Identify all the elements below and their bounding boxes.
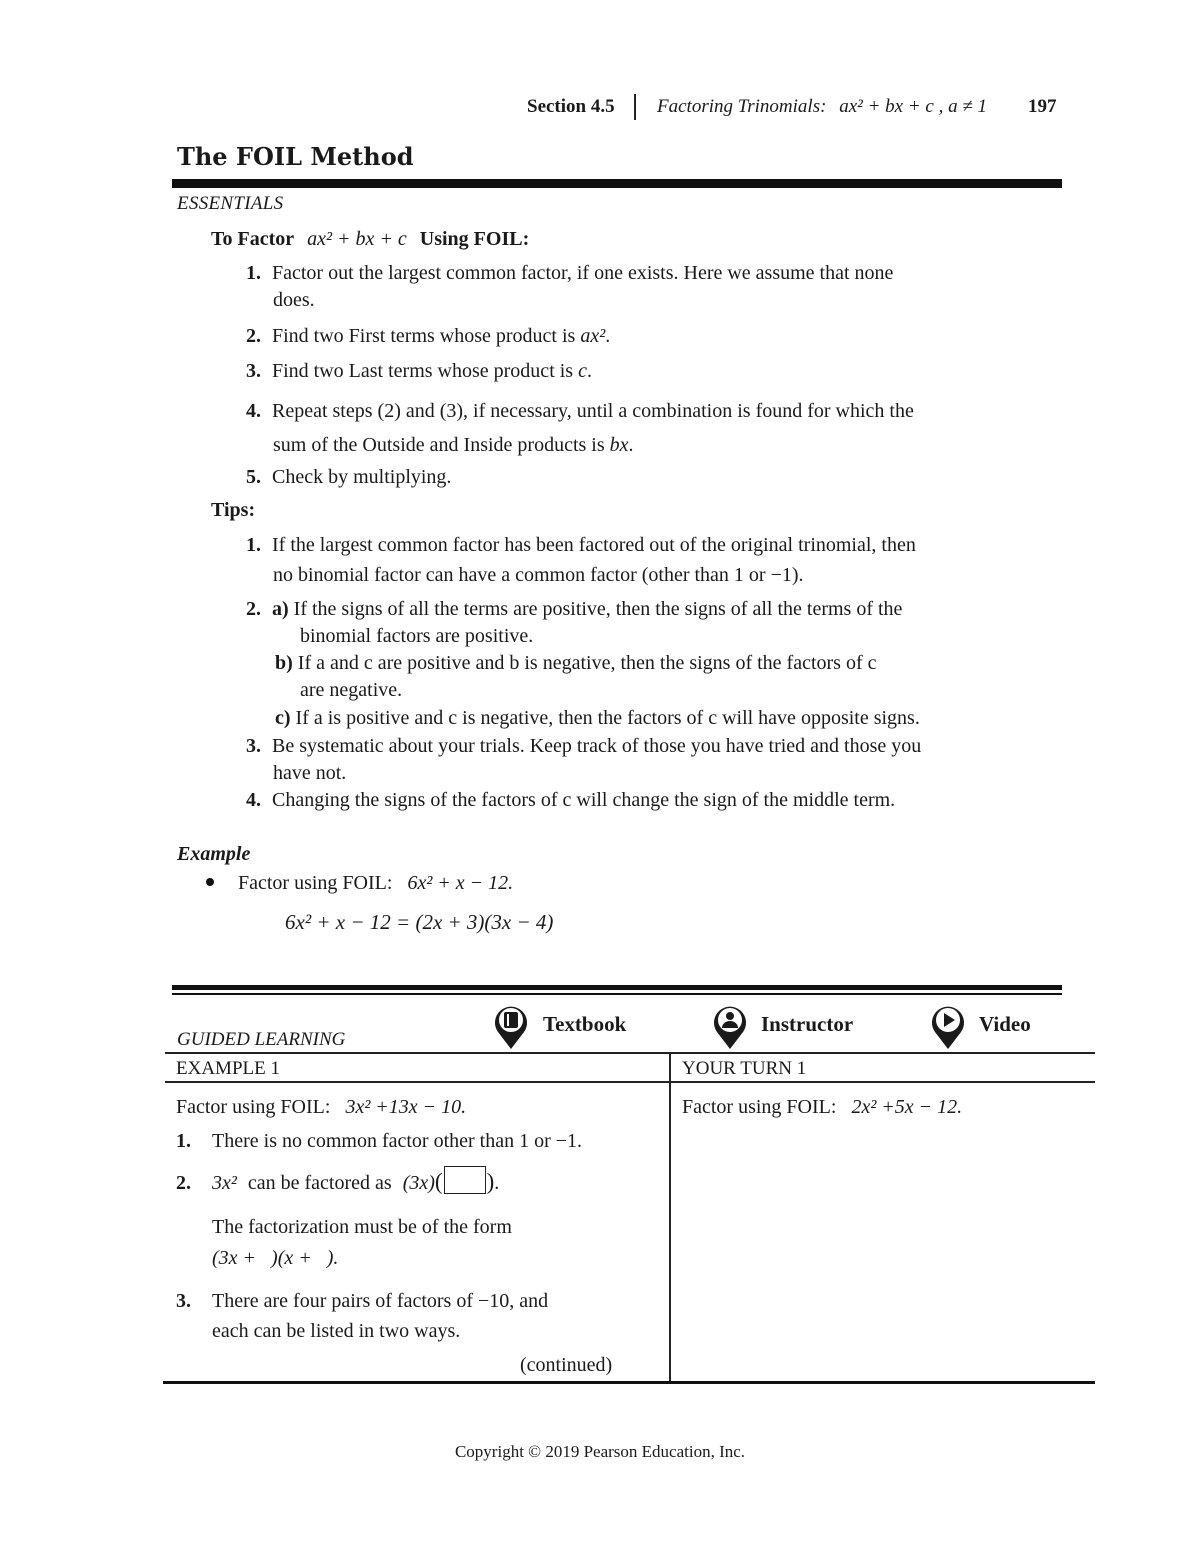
- step-number: 1.: [176, 1130, 191, 1152]
- bullet-dot: [206, 878, 214, 886]
- textbook-icon: [492, 1002, 530, 1050]
- tip-2c: [275, 705, 1065, 732]
- tip-1: [246, 530, 1056, 590]
- guided-rule-thick: [172, 985, 1062, 990]
- subtitle-text: Factoring Trinomials:: [657, 96, 827, 117]
- blank-box[interactable]: ( ).: [435, 1172, 499, 1194]
- table-top-rule: [165, 1052, 1095, 1054]
- instructor-icon: [711, 1002, 749, 1050]
- your-turn-1-prompt: [682, 1092, 962, 1122]
- step-text: Factor out the largest common factor, if one exists. Here we assume that none: [272, 262, 894, 284]
- tips-label: Tips:: [211, 499, 256, 521]
- tip-number: 2.: [246, 598, 261, 620]
- tip-text: If the signs of all the terms are positive, then the signs of all the terms of the: [293, 598, 903, 620]
- step-number: 2.: [176, 1172, 191, 1194]
- example-1-form-math: (3x + )(x + ).: [212, 1247, 339, 1269]
- example-1-step-2: [176, 1166, 499, 1198]
- tip-number: 3.: [246, 735, 261, 757]
- subtitle-math: ax² + bx + c , a ≠ 1: [839, 96, 988, 117]
- step-number: 3.: [176, 1290, 191, 1312]
- step-5: [246, 464, 1056, 491]
- prompt-math: 2x² +5x − 12.: [851, 1096, 963, 1118]
- tip-text: If a and c are positive and b is negative, then the signs of the factors of c: [297, 652, 877, 674]
- example-1-step-3-cont: each can be listed in two ways.: [212, 1320, 461, 1342]
- tip-number: 1.: [246, 534, 261, 556]
- table-column-divider: [669, 1052, 671, 1382]
- tip-sub-label: c): [275, 707, 291, 729]
- video-label[interactable]: Video: [979, 1012, 1031, 1036]
- title-rule: [172, 179, 1062, 188]
- step-text: can be factored as: [247, 1172, 392, 1194]
- step-2: [246, 323, 1056, 350]
- essentials-label: ESSENTIALS: [177, 193, 284, 214]
- textbook-link[interactable]: [492, 1002, 530, 1054]
- step-end: .: [605, 325, 611, 347]
- prompt-math: 3x² +13x − 10.: [345, 1096, 467, 1118]
- step-4: [246, 394, 1056, 462]
- tip-3: [246, 733, 1056, 787]
- section-subtitle: [657, 96, 987, 118]
- continued-label: (continued): [520, 1354, 613, 1376]
- copyright-footer: Copyright © 2019 Pearson Education, Inc.: [454, 1442, 746, 1461]
- bullet-math: 6x² + x − 12.: [407, 872, 514, 894]
- tip-text: If a is positive and c is negative, then the factors of c will have opposite signs.: [295, 707, 920, 729]
- tip-sub-label: b): [275, 652, 293, 674]
- example-bullet: [206, 872, 513, 895]
- step-math: ax²: [580, 325, 606, 347]
- tip-2: [246, 596, 1056, 623]
- step-1: [246, 260, 1056, 314]
- step-text: Find two Last terms whose product is: [272, 360, 574, 382]
- video-icon: [929, 1002, 967, 1050]
- table-header-rule: [165, 1081, 1095, 1083]
- step-math: 3x²: [212, 1172, 237, 1194]
- lead-prefix: To Factor: [211, 228, 295, 250]
- table-bottom-rule: [163, 1381, 1095, 1384]
- tip-text: If the largest common factor has been factored out of the original trinomial, then: [272, 534, 916, 556]
- example-1-prompt: [176, 1092, 466, 1122]
- step-number: 1.: [246, 262, 261, 284]
- tip-sub-label: a): [272, 598, 289, 620]
- step-text: There are four pairs of factors of −10, and: [212, 1290, 549, 1312]
- tip-2a-cont: binomial factors are positive.: [300, 625, 534, 647]
- step-text-cont: [246, 428, 1056, 462]
- prompt-text: Factor using FOIL:: [682, 1096, 837, 1118]
- instructor-link[interactable]: [711, 1002, 749, 1054]
- tip-2b: [275, 650, 1065, 677]
- tip-text-cont: have not.: [273, 762, 347, 784]
- bullet-text: Factor using FOIL:: [238, 872, 393, 894]
- example-1-step-3: [176, 1286, 548, 1316]
- tip-text: Changing the signs of the factors of c will change the sign of the middle term.: [272, 789, 896, 811]
- guided-rule-thin: [172, 993, 1062, 995]
- tip-text-cont: no binomial factor can have a common factor (other than 1 or −1).: [273, 564, 804, 586]
- lead-line: [211, 228, 529, 251]
- section-label: Section 4.5: [527, 96, 615, 117]
- step-number: 3.: [246, 360, 261, 382]
- page-title: The FOIL Method: [177, 142, 414, 171]
- header-divider: [634, 94, 636, 120]
- step-text: Repeat steps (2) and (3), if necessary, until a combination is found for which the: [272, 400, 914, 422]
- step-math: bx: [609, 434, 629, 456]
- guided-learning-label: GUIDED LEARNING: [177, 1029, 346, 1050]
- step-number: 4.: [246, 400, 261, 422]
- example-heading: Example: [177, 843, 251, 865]
- step-end: .: [586, 360, 592, 382]
- example-1-header: EXAMPLE 1: [176, 1058, 280, 1079]
- tip-4: [246, 787, 1056, 814]
- page-number: 197: [1028, 96, 1057, 117]
- step-text: Check by multiplying.: [272, 466, 452, 488]
- step-number: 5.: [246, 466, 261, 488]
- step-text-cont: does.: [273, 289, 315, 311]
- your-turn-1-header: YOUR TURN 1: [682, 1058, 807, 1079]
- step-math: c: [578, 360, 587, 382]
- step-end: .: [628, 434, 634, 456]
- instructor-label[interactable]: Instructor: [761, 1012, 854, 1036]
- textbook-label[interactable]: Textbook: [543, 1012, 627, 1036]
- example-1-step-1: [176, 1126, 582, 1156]
- step-3: [246, 358, 1056, 385]
- tip-text: Be systematic about your trials. Keep track of those you have tried and those you: [272, 735, 922, 757]
- step-text: Find two First terms whose product is: [272, 325, 576, 347]
- step-number: 2.: [246, 325, 261, 347]
- lead-suffix: Using FOIL:: [419, 228, 530, 250]
- example-1-form-text: The factorization must be of the form: [212, 1216, 512, 1238]
- step-text: There is no common factor other than 1 or −1.: [212, 1130, 583, 1152]
- lead-math: ax² + bx + c: [307, 228, 407, 250]
- step-line2: sum of the Outside and Inside products is: [273, 434, 605, 456]
- video-link[interactable]: [929, 1002, 967, 1054]
- tip-2b-cont: are negative.: [300, 679, 403, 701]
- step-form: (3x): [402, 1172, 435, 1194]
- example-solution: 6x² + x − 12 = (2x + 3)(3x − 4): [285, 910, 554, 934]
- tip-number: 4.: [246, 789, 261, 811]
- prompt-text: Factor using FOIL:: [176, 1096, 331, 1118]
